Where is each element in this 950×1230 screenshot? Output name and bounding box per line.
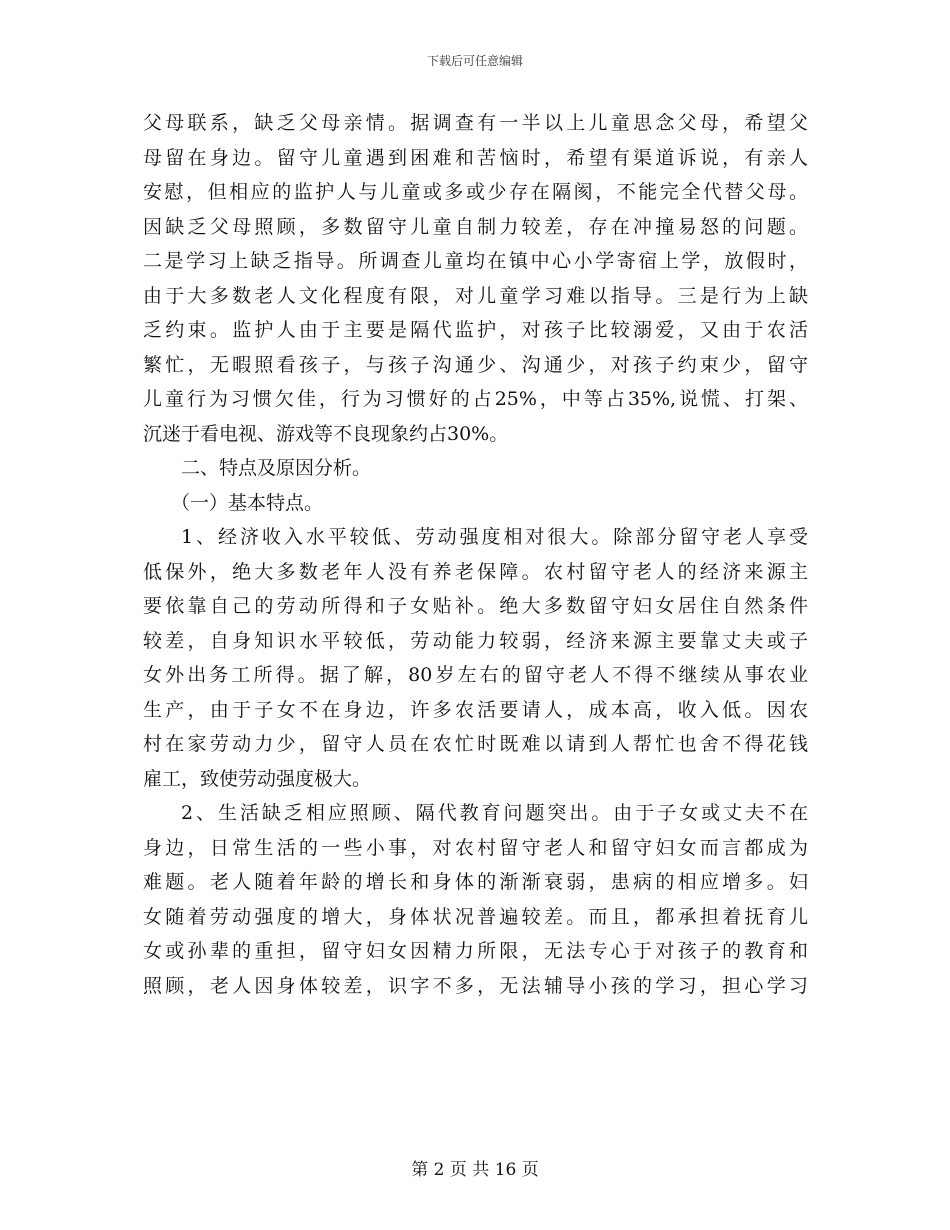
body-text-line: 女外出务工所得。据了解，80岁左右的留守老人不得不继续从事农业	[143, 664, 808, 686]
document-body	[143, 106, 808, 1003]
body-text-line: 由于大多数老人文化程度有限，对儿童学习难以指导。三是行为上缺	[143, 284, 808, 307]
body-text-line: 要依靠自己的劳动所得和子女贴补。绝大多数留守妇女居住自然条件	[143, 595, 808, 617]
body-text-line: 较差，自身知识水平较低，劳动能力较弱，经济来源主要靠丈夫或子	[143, 629, 808, 652]
body-text-line: 儿童行为习惯欠佳，行为习惯好的占25%，中等占35%,说慌、打架、	[143, 388, 808, 410]
body-text-line: 女随着劳动强度的增大，身体状况普遍较差。而且，都承担着抚育儿	[143, 905, 808, 928]
page-header: 下载后可任意编辑	[426, 54, 523, 68]
body-text-line: 沉迷于看电视、游戏等不良现象约占30%。	[143, 422, 509, 445]
body-text-line: 繁忙，无暇照看孩子，与孩子沟通少、沟通少，对孩子约束少，留守	[143, 353, 808, 376]
body-text-line: 雇工，致使劳动强度极大。	[143, 767, 372, 790]
body-text-line: 安慰，但相应的监护人与儿童或多或少存在隔阂，不能完全代替父母。	[143, 181, 808, 203]
body-text-line: 父母联系，缺乏父母亲情。据调查有一半以上儿童思念父母，希望父	[143, 112, 808, 134]
body-text-line: 村在家劳动力少，留守人员在农忙时既难以请到人帮忙也舍不得花钱	[143, 733, 808, 755]
body-text-line: 女或孙辈的重担，留守妇女因精力所限，无法专心于对孩子的教育和	[143, 940, 808, 962]
body-text-line: 难题。老人随着年龄的增长和身体的渐渐衰弱，患病的相应增多。妇	[143, 871, 808, 893]
body-text-line: 2、生活缺乏相应照顾、隔代教育问题突出。由于子女或丈夫不在	[181, 802, 808, 824]
body-text-line: 身边，日常生活的一些小事，对农村留守老人和留守妇女而言都成为	[143, 836, 808, 859]
body-text-line: 二、特点及原因分析。	[181, 457, 372, 479]
body-text-line: 低保外，绝大多数老年人没有养老保障。农村留守老人的经济来源主	[143, 560, 808, 583]
body-text-line: 二是学习上缺乏指导。所调查儿童均在镇中心小学寄宿上学，放假时，	[143, 250, 808, 272]
body-text-line: 母留在身边。留守儿童遇到困难和苦恼时，希望有渠道诉说，有亲人	[143, 146, 808, 169]
body-text-line: 1、经济收入水平较低、劳动强度相对很大。除部分留守老人享受	[181, 526, 808, 548]
body-text-line: 生产，由于子女不在身边，许多农活要请人，成本高，收入低。因农	[143, 698, 808, 721]
body-text-line: 因缺乏父母照顾，多数留守儿童自制力较差，存在冲撞易怒的问题。	[143, 215, 808, 238]
page-footer: 第 2 页 共 16 页	[411, 1160, 539, 1180]
body-text-line: 乏约束。监护人由于主要是隔代监护，对孩子比较溺爱，又由于农活	[143, 319, 808, 341]
body-text-line: （一）基本特点。	[171, 491, 324, 514]
body-text-line: 照顾，老人因身体较差，识字不多，无法辅导小孩的学习，担心学习	[143, 974, 808, 997]
